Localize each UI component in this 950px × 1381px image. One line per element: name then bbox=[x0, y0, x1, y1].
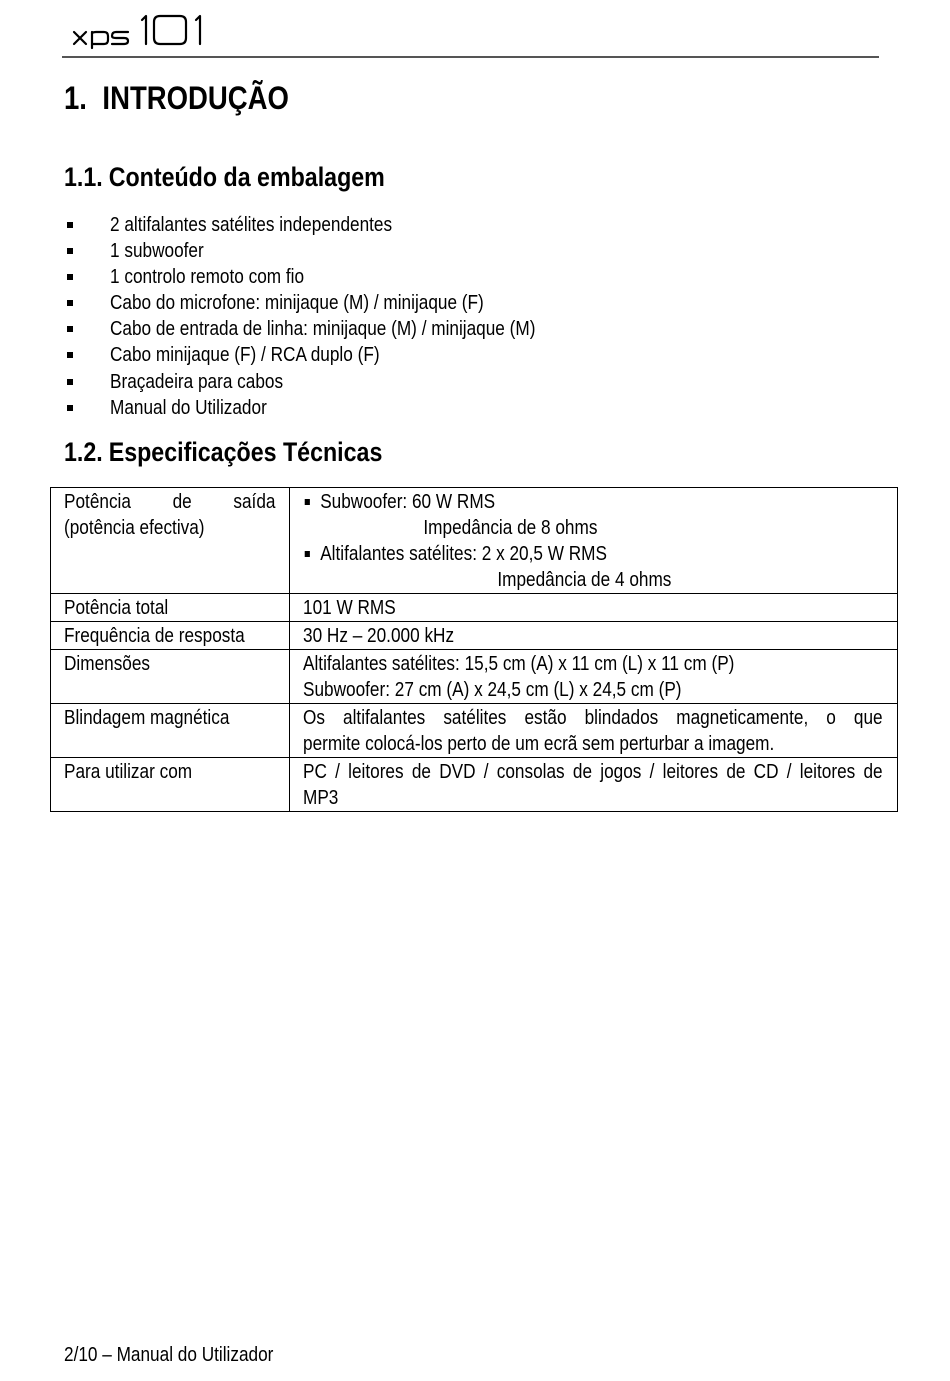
section-1-title: INTRODUÇÃO bbox=[102, 80, 289, 116]
list-item: Manual do Utilizador bbox=[64, 395, 605, 421]
header-rule bbox=[62, 56, 879, 58]
bullet-square-icon bbox=[67, 274, 73, 280]
table-cell-label: Para utilizar com bbox=[51, 758, 290, 812]
section-1-1-number: 1.1. bbox=[64, 162, 103, 192]
list-item: Cabo do microfone: minijaque (M) / minijaque (F) bbox=[64, 290, 605, 316]
bullet-square-icon bbox=[305, 551, 310, 557]
bullet-square-icon bbox=[67, 379, 73, 385]
xps-101-logo bbox=[72, 10, 212, 50]
list-item: Cabo de entrada de linha: minijaque (M) / minijaque (M) bbox=[64, 316, 605, 342]
bullet-square-icon bbox=[67, 222, 73, 228]
table-cell-value: PC / leitores de DVD / consolas de jogos / leitores de CD / leitores de MP3 bbox=[290, 758, 898, 812]
bullet-square-icon bbox=[67, 300, 73, 306]
section-1-number: 1. bbox=[64, 80, 87, 116]
bullet-square-icon bbox=[305, 499, 310, 505]
bullet-square-icon bbox=[67, 248, 73, 254]
table-cell-value: Os altifalantes satélites estão blindados magneticamente, o que permite colocá-los perto de um ecrã sem perturbar a imagem. bbox=[290, 704, 898, 758]
table-row bbox=[51, 622, 898, 650]
table-cell-label: Potência total bbox=[51, 594, 290, 622]
table-cell-label: Blindagem magnética bbox=[51, 704, 290, 758]
table-row bbox=[51, 704, 898, 758]
bullet-square-icon bbox=[67, 352, 73, 358]
table-row bbox=[51, 758, 898, 812]
table-row bbox=[51, 488, 898, 594]
section-1-1-title: Conteúdo da embalagem bbox=[108, 162, 385, 192]
section-1-2-number: 1.2. bbox=[64, 437, 103, 467]
list-item: 1 controlo remoto com fio bbox=[64, 264, 605, 290]
table-cell-value: Subwoofer: 60 W RMS Impedância de 8 ohms Altifalantes satélites: 2 x 20,5 W RMS Impedância de 4 ohms bbox=[290, 488, 898, 594]
list-item: Braçadeira para cabos bbox=[64, 369, 605, 395]
bullet-square-icon bbox=[67, 405, 73, 411]
list-item: 1 subwoofer bbox=[64, 238, 605, 264]
package-contents-list bbox=[64, 212, 605, 421]
table-cell-value: Altifalantes satélites: 15,5 cm (A) x 11 cm (L) x 11 cm (P) Subwoofer: 27 cm (A) x 24,5 cm (L) x 24,5 cm (P) bbox=[290, 650, 898, 704]
bullet-square-icon bbox=[67, 326, 73, 332]
list-item: 2 altifalantes satélites independentes bbox=[64, 212, 605, 238]
section-1-1-heading bbox=[64, 162, 385, 193]
page-footer: 2/10 – Manual do Utilizador bbox=[64, 1344, 274, 1366]
table-row bbox=[51, 650, 898, 704]
section-1-2-heading bbox=[64, 437, 382, 468]
table-row bbox=[51, 594, 898, 622]
specifications-table bbox=[50, 487, 898, 812]
section-1-2-title: Especificações Técnicas bbox=[108, 437, 383, 467]
table-cell-value: 101 W RMS bbox=[290, 594, 898, 622]
table-cell-label: Dimensões bbox=[51, 650, 290, 704]
table-cell-label: Potência de saída (potência efectiva) bbox=[51, 488, 290, 594]
table-cell-value: 30 Hz – 20.000 kHz bbox=[290, 622, 898, 650]
section-1-heading bbox=[64, 80, 289, 117]
list-item: Cabo minijaque (F) / RCA duplo (F) bbox=[64, 342, 605, 368]
table-cell-label: Frequência de resposta bbox=[51, 622, 290, 650]
